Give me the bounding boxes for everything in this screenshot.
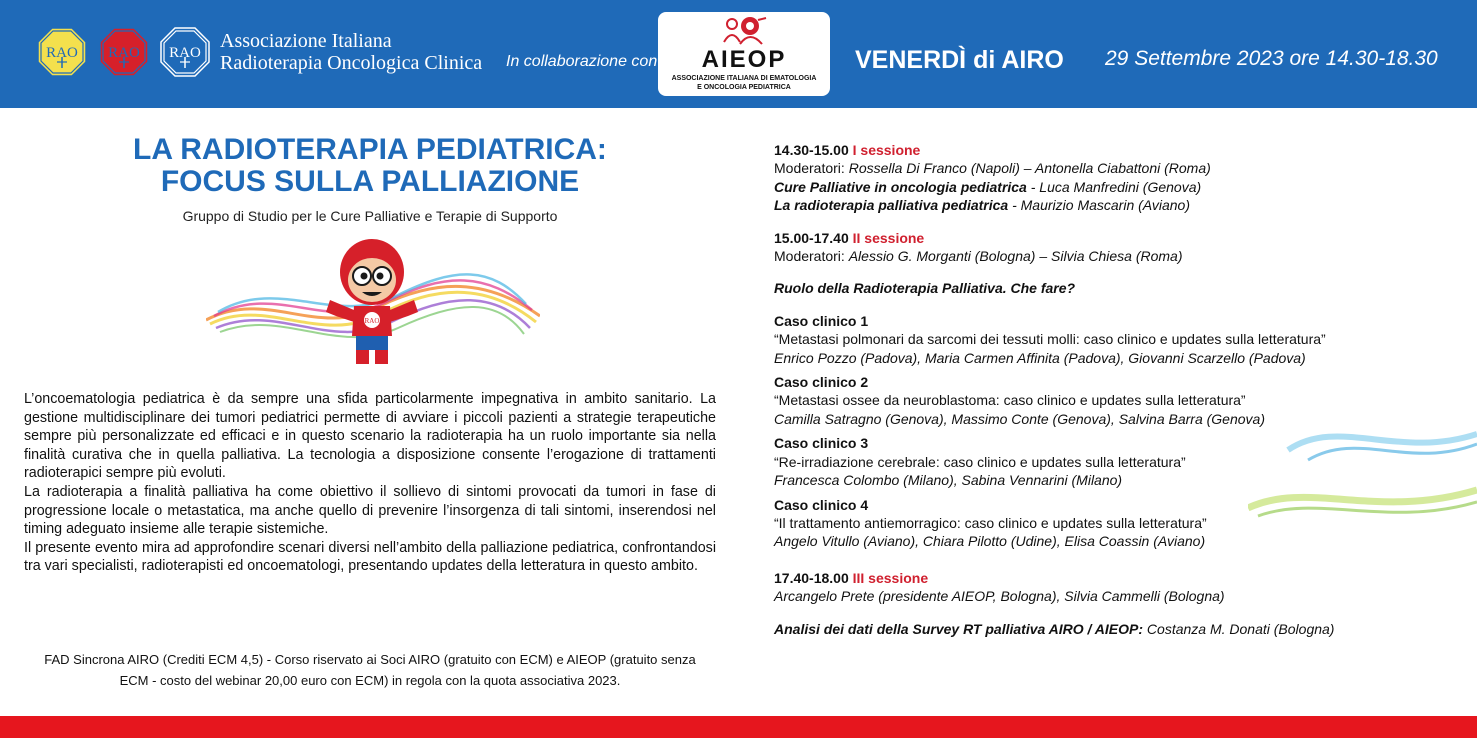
case-3 <box>774 434 1414 489</box>
intro-paragraph-3: Il presente evento mira ad approfondire scenari diversi nell’ambito della palliazione pediatrica, confrontandosi tra vari specialisti, radioterapisti ed oncoematologi, presentando updates della letteratura in questo ambito. <box>24 539 716 575</box>
program <box>774 141 1414 638</box>
header-banner <box>0 0 1477 108</box>
aieop-logo <box>658 12 830 96</box>
case-2 <box>774 373 1414 428</box>
event-name: VENERDÌ di AIRO <box>855 46 1064 74</box>
aieop-subtitle <box>658 74 830 92</box>
aieop-wordmark: AIEOP <box>701 46 787 73</box>
session-2-time: 15.00-17.40 <box>774 229 849 246</box>
airo-logo-white-text: RAO <box>169 45 201 61</box>
page-title <box>30 134 710 198</box>
talk-1-speaker: - Luca Manfredini (Genova) <box>1030 178 1202 195</box>
talk-1-title: Cure Palliative in oncologia pediatrica <box>774 178 1027 195</box>
talk-2-title: La radioterapia palliativa pediatrica <box>774 197 1009 214</box>
aieop-sub-line1: ASSOCIAZIONE ITALIANA DI EMATOLOGIA <box>671 75 817 82</box>
session-2-mod-label: Moderatori: <box>774 248 845 265</box>
case-1-title: “Metastasi polmonari da sarcomi dei tessuti molli: caso clinico e updates sulla letteratura” <box>774 331 1326 348</box>
closing-speaker: Costanza M. Donati (Bologna) <box>1146 620 1335 637</box>
session-2-topic: Ruolo della Radioterapia Palliativa. Che fare? <box>774 280 1076 297</box>
intro-text <box>24 390 716 576</box>
session-1-name: I sessione <box>852 142 921 158</box>
case-3-label: Caso clinico 3 <box>774 435 869 452</box>
session-3-speakers: Arcangelo Prete (presidente AIEOP, Bologna), Silvia Cammelli (Bologna) <box>774 588 1225 605</box>
session-1-header <box>774 141 1414 159</box>
collaboration-label: In collaborazione con <box>506 53 658 70</box>
closing-talk <box>774 620 1414 638</box>
intro-paragraph-2: La radioterapia a finalità palliativa ha come obiettivo il sollievo di sintomi provocati da tumori in fase di progressione locale o metastatica, ma anche quello di prevenire l’insorgenza di tali sintomi, inserendosi nel timing adeguato insieme alle terapie sistemiche. <box>24 483 716 538</box>
intro-paragraph-1: L’oncoematologia pediatrica è da sempre una sfida particolarmente impegnativa in ambito sanitario. La gestione multidisciplinare dei tumori pediatrici permette di avviare i piccoli pazienti a strategie terapeutiche sempre più personalizzate ed efficaci e in questo scenario la radioterapia ha un ruolo importante sia nella finalità curativa che in quella palliativa. La tecnologia a disposizione consente l’erogazione di trattamenti radioterapici sempre più evoluti. <box>24 391 716 482</box>
airo-org-name <box>220 30 482 74</box>
session-3-time: 17.40-18.00 <box>774 569 849 586</box>
session-2-moderators <box>774 247 1414 265</box>
org-line1: Associazione Italiana <box>220 30 392 52</box>
org-line2: Radioterapia Oncologica Clinica <box>220 52 483 74</box>
fad-line1: FAD Sincrona AIRO (Crediti ECM 4,5) - Corso riservato ai Soci AIRO (gratuito con ECM) e AIEOP (gratuito senza <box>44 652 696 667</box>
case-2-label: Caso clinico 2 <box>774 374 869 391</box>
talk-2-speaker: - Maurizio Mascarin (Aviano) <box>1012 197 1190 214</box>
study-group-subtitle: Gruppo di Studio per le Cure Palliative e Terapie di Supporto <box>182 208 558 224</box>
session-2-name: II sessione <box>852 229 925 246</box>
title-line1: LA RADIOTERAPIA PEDIATRICA: <box>133 133 607 166</box>
case-2-speakers: Camilla Satragno (Genova), Massimo Conte (Genova), Salvina Barra (Genova) <box>774 410 1265 427</box>
session-1-moderators <box>774 159 1414 177</box>
session-2-header <box>774 229 1414 247</box>
case-1-label: Caso clinico 1 <box>774 312 869 329</box>
case-3-speakers: Francesca Colombo (Milano), Sabina Vennarini (Milano) <box>774 472 1123 489</box>
airo-logo-red-text: RAO <box>108 45 140 61</box>
case-4-speakers: Angelo Vitullo (Aviano), Chiara Pilotto (Udine), Elisa Coassin (Aviano) <box>774 533 1206 550</box>
case-2-title: “Metastasi ossee da neuroblastoma: caso clinico e updates sulla letteratura” <box>774 392 1246 409</box>
case-4-label: Caso clinico 4 <box>774 496 869 513</box>
case-1 <box>774 312 1414 367</box>
title-line2: FOCUS SULLA PALLIAZIONE <box>160 165 580 198</box>
airo-logo-yellow-icon <box>36 26 88 78</box>
airo-logo-red-icon <box>98 26 150 78</box>
aieop-sub-line2: E ONCOLOGIA PEDIATRICA <box>697 84 791 91</box>
case-4 <box>774 496 1414 551</box>
case-3-title: “Re-irradiazione cerebrale: caso clinico e updates sulla letteratura” <box>774 453 1186 470</box>
airo-logo-white-icon <box>159 26 211 78</box>
session-3-name: III sessione <box>852 569 929 586</box>
aieop-children-icon <box>718 16 770 46</box>
session-2-mod-names: Alessio G. Morganti (Bologna) – Silvia Chiesa (Roma) <box>848 248 1183 265</box>
svg-text:RAO: RAO <box>364 317 380 325</box>
session-1-time: 14.30-15.00 <box>774 142 849 158</box>
footer-bar <box>0 716 1477 738</box>
session-3-header <box>774 569 1414 587</box>
session-1-mod-names: Rossella Di Franco (Napoli) – Antonella Ciabattoni (Roma) <box>848 160 1211 177</box>
fad-line2: ECM - costo del webinar 20,00 euro con ECM) in regola con la quota associativa 2023. <box>119 672 621 688</box>
fad-info <box>20 650 720 691</box>
session-1-talk-2 <box>774 196 1414 214</box>
session-1-talk-1 <box>774 178 1414 196</box>
case-1-speakers: Enrico Pozzo (Padova), Maria Carmen Affinita (Padova), Giovanni Scarzello (Padova) <box>774 349 1306 366</box>
airo-logo-yellow-text: RAO <box>46 45 78 61</box>
closing-title: Analisi dei dati della Survey RT palliativa AIRO / AIEOP: <box>774 620 1144 637</box>
superhero-mascot-icon <box>324 236 420 368</box>
session-1-mod-label: Moderatori: <box>774 160 845 177</box>
case-4-title: “Il trattamento antiemorragico: caso clinico e updates sulla letteratura” <box>774 514 1207 531</box>
event-date: 29 Settembre 2023 ore 14.30-18.30 <box>1105 47 1438 70</box>
